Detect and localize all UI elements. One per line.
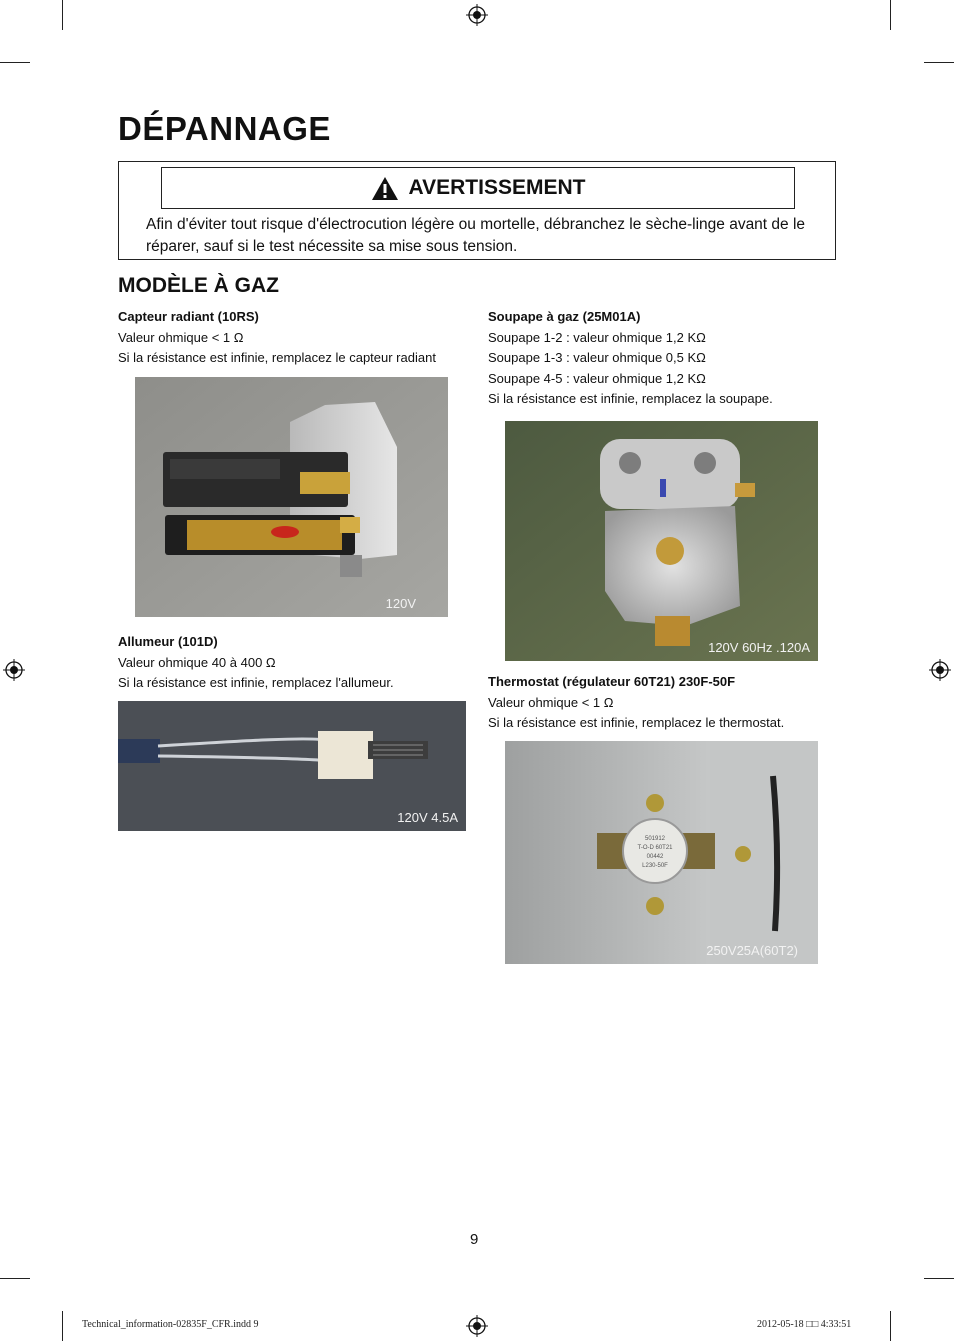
soupape-line: Si la résistance est infinie, remplacez la soupape. (488, 391, 773, 406)
allumeur-heading: Allumeur (101D) (118, 634, 218, 649)
radiant-sensor-image (135, 377, 448, 617)
footer-timestamp: 2012-05-18 □□ 4:33:51 (757, 1319, 852, 1330)
soupape-photo (505, 421, 818, 661)
crop-mark (890, 1311, 891, 1341)
capteur-photo-label: 120V (385, 596, 416, 611)
thermostat-part-text: L230-50F (642, 863, 668, 869)
warning-header (161, 167, 795, 209)
crop-mark (62, 0, 63, 30)
registration-mark-icon (466, 4, 488, 26)
thermostat-part-text: 00442 (646, 854, 664, 860)
thermostat-photo (505, 741, 818, 964)
allumeur-photo (118, 701, 466, 831)
warning-label: AVERTISSEMENT (408, 176, 586, 199)
gas-valve-image (505, 421, 818, 661)
crop-mark (0, 1278, 30, 1279)
warning-triangle-icon (371, 176, 399, 201)
thermostat-photo-label: 250V25A(60T2) (706, 943, 798, 958)
thermostat-part-text: 501912 (644, 836, 666, 842)
capteur-block (118, 307, 458, 369)
allumeur-line: Valeur ohmique 40 à 400 Ω (118, 654, 276, 670)
page-title: DÉPANNAGE (118, 110, 331, 147)
soupape-block (488, 307, 828, 410)
crop-mark (62, 1311, 63, 1341)
crop-mark (0, 62, 30, 63)
registration-mark-icon (929, 659, 951, 681)
soupape-photo-label: 120V 60Hz .120A (708, 640, 810, 655)
allumeur-line: Si la résistance est infinie, remplacez l'allumeur. (118, 675, 394, 690)
crop-mark (890, 0, 891, 30)
thermostat-line: Valeur ohmique < 1 Ω (488, 694, 614, 710)
section-title: MODÈLE À GAZ (118, 274, 279, 297)
thermostat-block (488, 672, 833, 734)
warning-text: Afin d'éviter tout risque d'électrocution légère ou mortelle, débranchez le sèche-linge avant de le réparer, sauf si le test nécessite sa mise sous tension. (146, 216, 806, 255)
registration-mark-icon (3, 659, 25, 681)
footer-file: Technical_information-02835F_CFR.indd 9 (82, 1319, 259, 1330)
soupape-line: Soupape 1-2 : valeur ohmique 1,2 KΩ (488, 329, 706, 345)
warning-box (118, 161, 836, 260)
allumeur-block (118, 632, 463, 694)
thermostat-image (505, 741, 818, 964)
thermostat-line: Si la résistance est infinie, remplacez le thermostat. (488, 715, 785, 730)
thermostat-heading: Thermostat (régulateur 60T21) 230F-50F (488, 674, 736, 689)
registration-mark-icon (466, 1315, 488, 1337)
allumeur-photo-label: 120V 4.5A (397, 810, 458, 825)
capteur-photo (135, 377, 448, 617)
soupape-heading: Soupape à gaz (25M01A) (488, 309, 641, 324)
soupape-line: Soupape 1-3 : valeur ohmique 0,5 KΩ (488, 350, 706, 365)
soupape-line: Soupape 4-5 : valeur ohmique 1,2 KΩ (488, 370, 706, 386)
capteur-line: Si la résistance est infinie, remplacez le capteur radiant (118, 350, 436, 365)
crop-mark (924, 62, 954, 63)
crop-mark (924, 1278, 954, 1279)
thermostat-part-text: T-O-D 60T21 (637, 845, 673, 851)
page-number: 9 (470, 1231, 479, 1248)
capteur-heading: Capteur radiant (10RS) (118, 309, 259, 324)
capteur-line: Valeur ohmique < 1 Ω (118, 329, 244, 345)
